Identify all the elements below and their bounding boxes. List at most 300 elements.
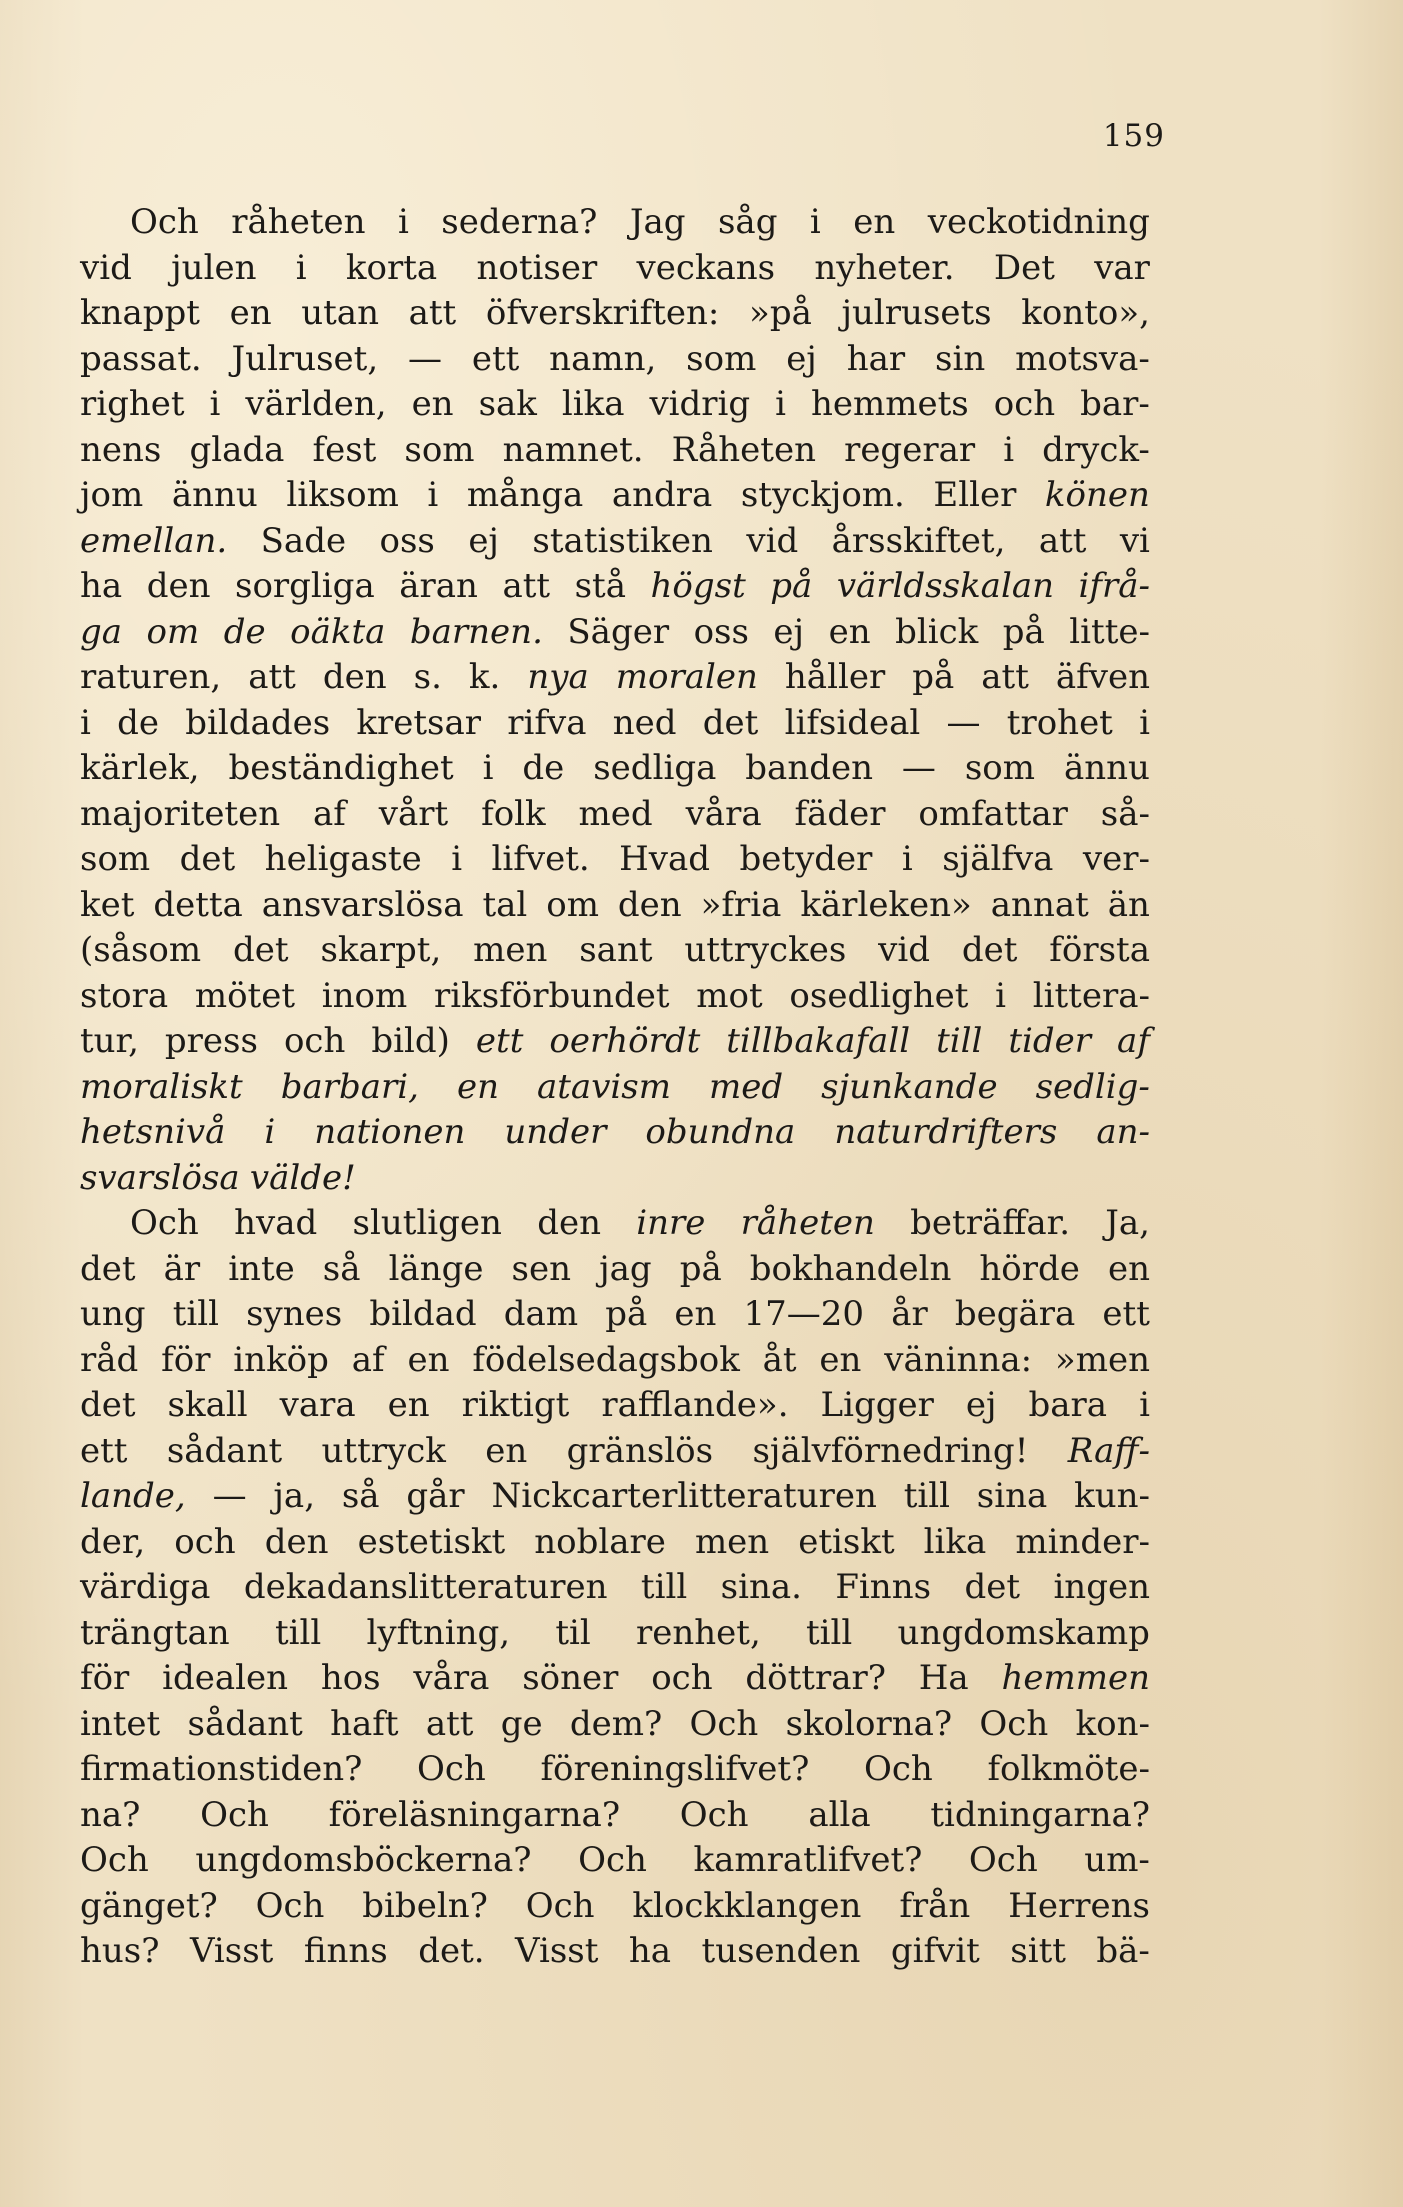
word: en xyxy=(1107,1248,1150,1289)
word: Visst xyxy=(515,1931,599,1971)
word: haft xyxy=(330,1703,399,1744)
word: går xyxy=(406,1476,465,1516)
word: kon- xyxy=(1075,1703,1150,1744)
word: nyheter. xyxy=(814,247,955,288)
word: den xyxy=(617,884,682,925)
italic-word: sjunkande xyxy=(821,1066,998,1107)
word: den xyxy=(322,657,387,697)
word: vara xyxy=(279,1385,356,1425)
word: lifvet. xyxy=(491,839,590,879)
word: hemmets xyxy=(811,384,969,424)
word: mot xyxy=(696,975,763,1016)
word: »men xyxy=(1054,1339,1150,1380)
word: gränslös xyxy=(566,1430,714,1471)
italic-word: lande, xyxy=(80,1476,186,1516)
word: till xyxy=(274,1612,322,1653)
word: — xyxy=(212,1476,247,1516)
word: än xyxy=(1107,884,1150,925)
word: men xyxy=(473,930,548,970)
word: uttryck xyxy=(321,1430,446,1471)
word: Och xyxy=(416,1749,486,1789)
word: inköp xyxy=(233,1339,329,1380)
word: som xyxy=(404,429,475,470)
word: intet xyxy=(80,1703,161,1744)
italic-word: af xyxy=(1117,1021,1150,1061)
word: righet xyxy=(80,384,185,424)
word: det. xyxy=(418,1931,485,1971)
italic-word: barbari, xyxy=(280,1066,419,1107)
word: Och xyxy=(578,1840,647,1880)
word: och xyxy=(174,1521,236,1562)
word: der, xyxy=(80,1521,146,1562)
word: på xyxy=(679,1248,722,1289)
word: dem? xyxy=(569,1703,663,1744)
italic-word: nya xyxy=(527,657,589,697)
italic-word: under xyxy=(504,1112,607,1152)
word: så xyxy=(322,1248,361,1289)
word: skarpt, xyxy=(320,930,442,970)
word: folkmöte- xyxy=(987,1749,1150,1789)
italic-word: ett xyxy=(475,1021,524,1061)
word: ung xyxy=(80,1294,146,1334)
word: detta xyxy=(153,884,243,925)
word: var xyxy=(1094,247,1150,288)
text-line xyxy=(80,428,1150,474)
word: och xyxy=(651,1658,713,1698)
word: bar- xyxy=(1080,384,1150,424)
word: — xyxy=(901,748,936,788)
word: ha xyxy=(80,566,123,606)
word: vidrig xyxy=(649,384,751,424)
word: till xyxy=(806,1612,853,1653)
word: veckotidning xyxy=(927,202,1150,242)
word: nens xyxy=(80,429,162,470)
word: lyftning, xyxy=(366,1612,511,1653)
word: tal xyxy=(482,884,528,925)
word: söner xyxy=(522,1658,619,1698)
word: Finns xyxy=(835,1567,932,1607)
word: — xyxy=(408,338,442,379)
word: kärleken» xyxy=(800,884,972,925)
word: årsskiftet, xyxy=(831,520,1006,561)
word: klockklangen xyxy=(632,1885,862,1926)
italic-word: oerhördt xyxy=(549,1021,701,1061)
word: osedlighet xyxy=(789,975,969,1016)
word: julen xyxy=(171,247,257,288)
word: na? xyxy=(80,1794,141,1835)
word: för xyxy=(80,1658,130,1698)
italic-word: nationen xyxy=(314,1112,466,1152)
italic-word: en xyxy=(456,1066,499,1107)
text-line xyxy=(80,974,1150,1020)
word: ge xyxy=(500,1703,543,1744)
word: af xyxy=(351,1339,385,1380)
text-line xyxy=(80,1110,1150,1156)
word: föreningslifvet? xyxy=(540,1749,810,1789)
italic-word: till xyxy=(936,1021,983,1061)
word: det xyxy=(80,1385,136,1425)
word: sederna? xyxy=(441,202,598,242)
word: utan xyxy=(301,293,379,333)
word: beständighet xyxy=(228,748,454,788)
word: världen, xyxy=(245,384,387,424)
word: Och xyxy=(255,1885,325,1926)
word: jag xyxy=(599,1248,652,1289)
word: banden xyxy=(745,748,873,788)
word: sitt xyxy=(1010,1931,1066,1971)
italic-word: inre xyxy=(636,1203,706,1243)
word: ej xyxy=(965,1385,997,1425)
word: Och xyxy=(80,1840,149,1880)
word: den xyxy=(264,1521,329,1562)
page-number: 159 xyxy=(1102,118,1165,154)
word: vid xyxy=(746,520,799,561)
text-line xyxy=(80,246,1150,292)
word: att xyxy=(425,1703,474,1744)
word: litte- xyxy=(1069,611,1150,652)
word: ket xyxy=(80,884,135,925)
word: Nickcarterlitteraturen xyxy=(491,1476,877,1516)
word: ett xyxy=(1102,1294,1150,1334)
word: hus? xyxy=(80,1931,160,1971)
word: och xyxy=(283,1021,346,1061)
word: sedliga xyxy=(593,748,717,788)
word: rifva xyxy=(507,702,587,743)
word: om xyxy=(546,884,599,925)
word: — xyxy=(946,702,981,743)
word: oss xyxy=(379,520,435,561)
word: i xyxy=(1139,1385,1150,1425)
word: inte xyxy=(228,1248,295,1289)
word: i xyxy=(1003,429,1015,470)
word: ej xyxy=(773,611,805,652)
word: bildades xyxy=(185,702,331,743)
word: det xyxy=(961,930,1018,970)
text-line xyxy=(80,1247,1150,1293)
word: länge xyxy=(388,1248,484,1289)
word: sin xyxy=(935,338,986,379)
word: i xyxy=(1139,702,1150,743)
word: en xyxy=(828,611,871,652)
word: ungdomskamp xyxy=(897,1612,1150,1653)
word: till xyxy=(640,1567,688,1607)
word: att xyxy=(981,657,1029,697)
word: Eller xyxy=(933,475,1017,515)
italic-word: med xyxy=(708,1066,784,1107)
text-line xyxy=(80,1201,1150,1247)
word: bibeln? xyxy=(362,1885,488,1926)
text-line xyxy=(80,655,1150,701)
text-line xyxy=(80,1292,1150,1338)
text-line xyxy=(80,1520,1150,1566)
word: andra xyxy=(611,475,713,515)
text-line xyxy=(80,610,1150,656)
word: tusenden xyxy=(701,1931,861,1971)
word: äfven xyxy=(1055,657,1150,697)
word: det xyxy=(964,1567,1021,1607)
word: inom xyxy=(321,975,408,1016)
italic-word: välde! xyxy=(249,1157,356,1198)
text-line xyxy=(80,1838,1150,1884)
word: i xyxy=(451,839,463,879)
word: liksom xyxy=(286,475,399,515)
italic-word: Raff- xyxy=(1067,1430,1150,1471)
word: Och xyxy=(200,1794,269,1835)
text-line xyxy=(80,1565,1150,1611)
text-line xyxy=(80,519,1150,565)
word: korta xyxy=(345,247,438,288)
italic-word: hemmen xyxy=(1001,1658,1150,1698)
word: själfva xyxy=(942,839,1054,879)
word: år xyxy=(891,1294,928,1334)
text-line xyxy=(80,1929,1150,1975)
word: julrusets xyxy=(841,293,992,333)
word: som xyxy=(686,338,757,379)
word: på xyxy=(1002,611,1045,652)
word: på xyxy=(605,1294,648,1334)
word: idealen xyxy=(162,1658,289,1698)
word: födelsedagsbok xyxy=(472,1339,740,1380)
word: Och xyxy=(679,1794,749,1835)
word: sådant xyxy=(166,1430,283,1471)
word: littera- xyxy=(1032,975,1150,1016)
word: våra xyxy=(413,1658,490,1698)
italic-word: obundna xyxy=(645,1112,796,1152)
word: dekadanslitteraturen xyxy=(243,1567,608,1607)
word: press xyxy=(164,1021,258,1061)
word: till xyxy=(172,1294,219,1334)
word: det xyxy=(179,839,236,879)
italic-word: ga xyxy=(80,611,123,652)
word: til xyxy=(555,1612,591,1653)
word: Och xyxy=(968,1840,1038,1880)
word: veckans xyxy=(636,247,776,288)
italic-word: moralen xyxy=(615,657,758,697)
word: 17—20 xyxy=(743,1294,865,1334)
word: väninna: xyxy=(884,1339,1033,1380)
word: men xyxy=(694,1521,770,1562)
text-line xyxy=(80,1429,1150,1475)
word: och xyxy=(993,384,1056,424)
text-line xyxy=(80,1702,1150,1748)
word: Och xyxy=(689,1703,759,1744)
text-line xyxy=(80,1611,1150,1657)
text-line xyxy=(80,200,1150,246)
italic-word: könen xyxy=(1044,475,1150,515)
word: en xyxy=(411,384,454,424)
word: många xyxy=(466,475,584,515)
word: s. xyxy=(413,657,442,697)
italic-word: tillbakafall xyxy=(726,1021,911,1061)
word: ej xyxy=(786,338,817,379)
word: värdiga xyxy=(80,1567,211,1607)
word: trohet xyxy=(1006,702,1113,743)
word: styckjom. xyxy=(740,475,905,515)
word: glada xyxy=(189,429,285,470)
word: riktigt xyxy=(461,1385,570,1425)
text-line xyxy=(80,291,1150,337)
italic-word: de xyxy=(223,611,266,652)
word: i xyxy=(80,702,91,743)
word: Jag xyxy=(629,202,686,242)
italic-word: råheten xyxy=(740,1203,875,1243)
text-line xyxy=(80,1019,1150,1065)
word: »på xyxy=(749,293,812,333)
text-line xyxy=(80,837,1150,883)
text-line xyxy=(80,1474,1150,1520)
text-line xyxy=(80,1656,1150,1702)
word: statistiken xyxy=(532,520,713,561)
word: fest xyxy=(312,429,377,470)
text-line xyxy=(80,564,1150,610)
word: som xyxy=(964,748,1036,788)
word: namnet. xyxy=(502,429,644,470)
italic-word: naturdrifters xyxy=(834,1112,1058,1152)
word: våra xyxy=(685,793,762,834)
word: ungdomsböckerna? xyxy=(195,1840,532,1880)
word: Råheten xyxy=(671,429,816,470)
word: det xyxy=(233,930,289,970)
italic-word: om xyxy=(146,611,200,652)
word: majoriteten xyxy=(80,793,281,834)
text-line xyxy=(80,473,1150,519)
word: passat. xyxy=(80,338,202,379)
word: synes xyxy=(246,1294,343,1334)
word: ansvarslösa xyxy=(261,884,464,925)
word: i xyxy=(995,975,1007,1016)
word: en xyxy=(485,1430,528,1471)
italic-word: emellan. xyxy=(80,520,228,561)
italic-word: sedlig- xyxy=(1035,1066,1150,1107)
word: den xyxy=(146,566,211,606)
word: äran xyxy=(399,566,478,606)
word: estetiskt xyxy=(357,1521,506,1562)
italic-word: an- xyxy=(1096,1112,1150,1152)
word: i xyxy=(482,748,494,788)
word: sant xyxy=(579,930,653,970)
word: är xyxy=(163,1248,201,1289)
word: åt xyxy=(762,1339,797,1380)
text-line xyxy=(80,1156,1150,1202)
word: trängtan xyxy=(80,1612,230,1653)
italic-word: tider xyxy=(1008,1021,1092,1061)
word: dam xyxy=(503,1294,579,1334)
word: ett xyxy=(80,1430,128,1471)
word: de xyxy=(117,702,160,743)
text-line xyxy=(80,792,1150,838)
word: ännu xyxy=(1063,748,1150,788)
word: riksförbundet xyxy=(433,975,670,1016)
word: kärlek, xyxy=(80,748,200,788)
text-line xyxy=(80,1383,1150,1429)
word: ver- xyxy=(1082,839,1150,879)
word: lifsideal xyxy=(784,702,921,743)
word: kamratlifvet? xyxy=(693,1840,923,1880)
italic-word: svarslösa xyxy=(80,1157,240,1198)
word: sina xyxy=(976,1476,1048,1516)
word: att xyxy=(408,293,457,333)
word: ned xyxy=(612,702,677,743)
word: rafflande». xyxy=(601,1385,789,1425)
word: i xyxy=(397,202,409,242)
word: hörde xyxy=(979,1248,1080,1289)
word: Sade xyxy=(260,520,347,561)
italic-word: hetsnivå xyxy=(80,1112,226,1152)
word: bokhandeln xyxy=(749,1248,952,1289)
word: föreläsningarna? xyxy=(328,1794,621,1835)
word: sak xyxy=(478,384,537,424)
word: Och xyxy=(130,202,199,242)
body-text xyxy=(80,200,1150,1975)
word: af xyxy=(313,793,346,834)
word: sådant xyxy=(187,1703,303,1744)
word: mötet xyxy=(194,975,296,1016)
word: håller xyxy=(784,657,886,697)
word: regerar xyxy=(844,429,976,470)
word: för xyxy=(161,1339,211,1380)
italic-word: ifrå- xyxy=(1078,566,1150,606)
word: Och xyxy=(979,1703,1049,1744)
word: namn, xyxy=(549,338,657,379)
word: den xyxy=(537,1203,601,1243)
word: ej xyxy=(468,520,499,561)
word: fäder xyxy=(794,793,886,834)
word: firmationstiden? xyxy=(80,1749,363,1789)
word: en xyxy=(819,1339,862,1380)
word: »fria xyxy=(700,884,782,925)
word: från xyxy=(899,1885,971,1926)
text-line xyxy=(80,746,1150,792)
word: knappt xyxy=(80,293,200,333)
word: en xyxy=(674,1294,717,1334)
word: råheten xyxy=(231,202,366,242)
word: omfattar xyxy=(918,793,1068,834)
word: Herrens xyxy=(1008,1885,1150,1926)
word: Ja, xyxy=(1105,1203,1150,1243)
word: första xyxy=(1049,930,1150,970)
word: tur, xyxy=(80,1021,139,1061)
word: um- xyxy=(1084,1840,1150,1880)
word: skall xyxy=(167,1385,248,1425)
word: vid xyxy=(878,930,930,970)
word: begära xyxy=(954,1294,1076,1334)
word: jom xyxy=(80,475,144,515)
word: i xyxy=(295,247,307,288)
word: bildad xyxy=(369,1294,477,1334)
word: döttrar? xyxy=(745,1658,886,1698)
word: öfverskriften: xyxy=(485,293,720,333)
word: gänget? xyxy=(80,1885,218,1926)
word: lika xyxy=(561,384,625,424)
word: beträffar. xyxy=(910,1203,1070,1243)
word: betyder xyxy=(739,839,873,879)
word: Och xyxy=(130,1203,199,1243)
word: en xyxy=(853,202,896,242)
word: skolorna? xyxy=(785,1703,953,1744)
word: annat xyxy=(990,884,1089,925)
word: stå xyxy=(574,566,626,606)
text-line xyxy=(80,1793,1150,1839)
word: dryck- xyxy=(1042,429,1150,470)
word: självförnedring! xyxy=(752,1430,1029,1471)
word: uttryckes xyxy=(684,930,847,970)
text-line xyxy=(80,337,1150,383)
word: Och xyxy=(863,1749,933,1789)
word: finns xyxy=(303,1931,388,1971)
word: råd xyxy=(80,1339,139,1380)
word: notiser xyxy=(476,247,598,288)
word: noblare xyxy=(534,1521,666,1562)
